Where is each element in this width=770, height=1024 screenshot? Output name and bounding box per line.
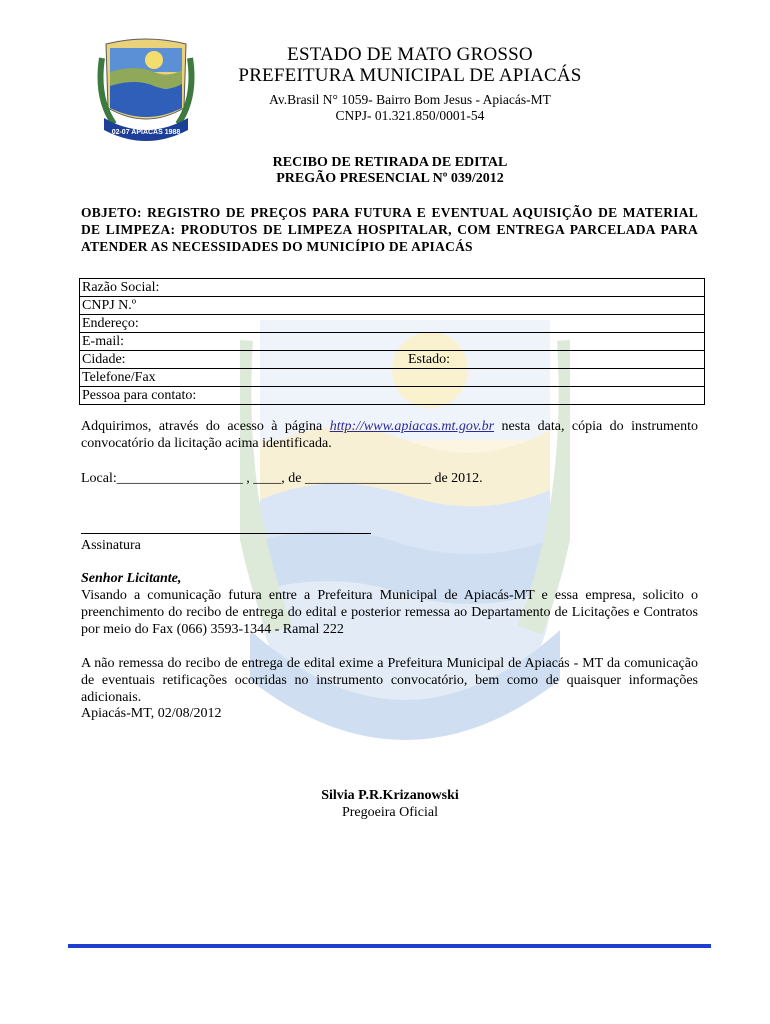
company-form-table xyxy=(79,278,705,405)
website-link[interactable]: http://www.apiacas.mt.gov.br xyxy=(329,419,495,434)
crest-banner-text: 02-07 APIACÁS 1988 xyxy=(111,129,181,136)
field-cidade-estado[interactable] xyxy=(80,351,705,369)
document-date: Apiacás-MT, 02/08/2012 xyxy=(81,706,222,721)
field-estado-label: Estado: xyxy=(408,351,450,367)
address-line: Av.Brasil N° 1059- Bairro Bom Jesus - Apiacás-MT xyxy=(269,92,551,107)
signer-name: Silvia P.R.Krizanowski xyxy=(321,788,459,803)
acquisition-text-end: nesta data, cópia do instrumento convocatório da licitação acima identificada. xyxy=(81,419,698,451)
salutation: Senhor Licitante, xyxy=(81,571,182,586)
field-pessoa-contato[interactable]: Pessoa para contato: xyxy=(80,387,705,405)
signer-role: Pregoeira Oficial xyxy=(341,805,438,820)
city-hall-title: PREFEITURA MUNICIPAL DE APIACÁS xyxy=(238,65,582,86)
notice-paragraph: A não remessa do recibo de entrega de edital exime a Prefeitura Municipal de Apiacás - MT da comunicação de eventuais retificações ocorridas no instrumento convocatório, bem como de quaisquer informações adicionais. xyxy=(81,656,698,705)
acquisition-text-start: Adquirimos, através do acesso à página xyxy=(81,419,330,434)
cnpj-line: CNPJ- 01.321.850/0001-54 xyxy=(335,108,485,123)
signature-label: Assinatura xyxy=(81,538,141,553)
instruction-paragraph: Visando a comunicação futura entre a Prefeitura Municipal de Apiacás-MT e essa empresa, solicito o preenchimento do recibo de entrega do edital e posterior remessa ao Departamento de Licitações e Contratos por meio do Fax (066) 3593-1344 - Ramal 222 xyxy=(81,588,698,637)
footer-divider xyxy=(68,944,711,948)
state-title: ESTADO DE MATO GROSSO xyxy=(287,44,533,65)
field-razao-social[interactable]: Razão Social: xyxy=(80,279,705,297)
local-date-line: Local:__________________ , ____, de __________________ de 2012. xyxy=(81,471,483,486)
document-subtitle: PREGÃO PRESENCIAL Nº 039/2012 xyxy=(276,171,504,186)
field-telefone[interactable]: Telefone/Fax xyxy=(80,369,705,387)
field-cidade-label: Cidade: xyxy=(82,351,126,367)
acquisition-paragraph xyxy=(81,418,698,452)
document-title: RECIBO DE RETIRADA DE EDITAL xyxy=(272,155,508,170)
field-cnpj[interactable]: CNPJ N.º xyxy=(80,297,705,315)
field-email[interactable]: E-mail: xyxy=(80,333,705,351)
field-endereco[interactable]: Endereço: xyxy=(80,315,705,333)
signature-line xyxy=(81,533,371,534)
object-description: OBJETO: REGISTRO DE PREÇOS PARA FUTURA E EVENTUAL AQUISIÇÃO DE MATERIAL DE LIMPEZA: PRODUTOS DE LIMPEZA HOSPITALAR, COM ENTREGA PARCELADA PARA ATENDER AS NECESSIDADES DO MUNICÍPIO DE APIACÁS xyxy=(81,205,698,254)
